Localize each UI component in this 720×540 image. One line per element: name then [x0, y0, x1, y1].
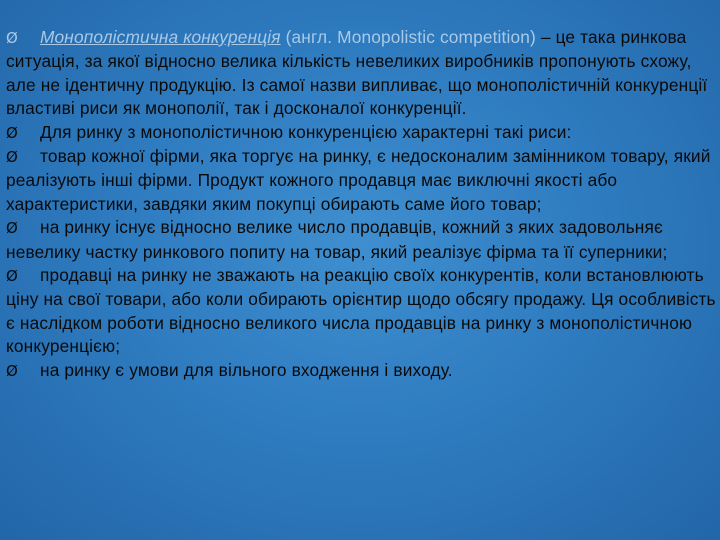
arrow-bullet-icon: Ø: [6, 123, 18, 142]
intro-paragraph: [6, 26, 716, 121]
slide-body: [6, 26, 716, 383]
bullet-item: [6, 359, 716, 383]
english-note-continued: competition): [439, 27, 536, 47]
bullet-text: продавці на ринку не зважають на реакцію своїх конкурентів, коли встановлюють ціну на свої товари, або коли обирають орієнтир щодо обсягу продажу. Ця особливість є наслідком роботи відносно великого числа продавців на ринку з монополістичною конкуренцією;: [6, 265, 716, 357]
bullet-item: [6, 216, 716, 264]
arrow-bullet-icon: Ø: [6, 219, 18, 238]
bullet-item: [6, 121, 716, 145]
term-monopolistic-competition: Монополістична конкуренція: [40, 27, 281, 47]
bullet-text: товар кожної фірми, яка торгує на ринку, є недосконалим замінником товару, який реалізують інші фірми. Продукт кожного продавця має виключні якості або характеристики, завдяки яким покупці обирають саме його товар;: [6, 146, 711, 214]
bullet-text: на ринку існує відносно велике число продавців, кожний з яких задовольняє невелику частку ринкового попиту на товар, який реалізує фірма та її суперники;: [6, 217, 668, 262]
definition-text: – це така ринкова ситуація, за якої відносно велика кількість невеликих виробників пропонують схожу, але не ідентичну продукцію. Із самої назви випливає, що монополістичній конкуренції властиві риси як монополії, так і досконалої конкуренції.: [6, 27, 708, 119]
bullet-item: [6, 145, 716, 216]
intro-heading: [6, 27, 536, 47]
bullet-item: [6, 264, 716, 359]
arrow-bullet-icon: Ø: [6, 29, 18, 47]
english-note: (англ. Monopolistic: [280, 27, 436, 47]
bullet-text: Для ринку з монополістичною конкуренцією характерні такі риси:: [40, 121, 572, 142]
arrow-bullet-icon: Ø: [6, 267, 18, 286]
bullet-text: на ринку є умови для вільного входження і виходу.: [40, 359, 453, 380]
arrow-bullet-icon: Ø: [6, 361, 18, 380]
arrow-bullet-icon: Ø: [6, 148, 18, 167]
